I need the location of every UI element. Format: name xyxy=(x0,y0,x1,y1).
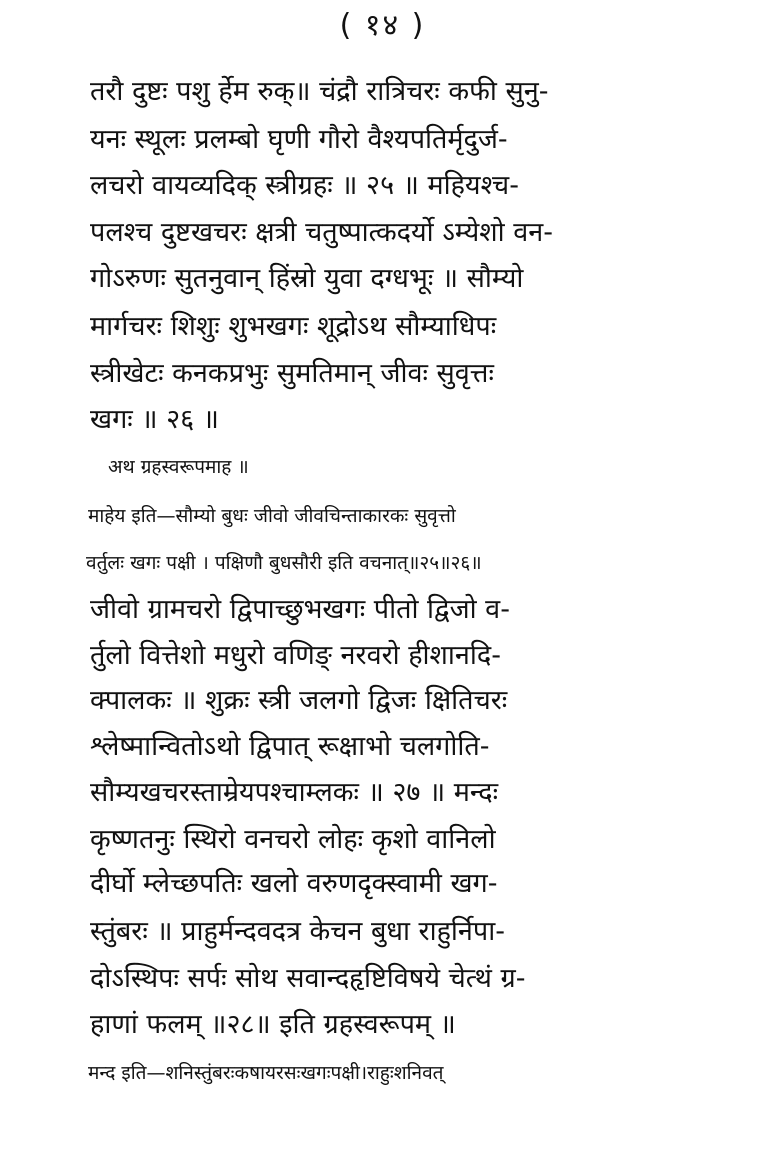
verse-line-1: तरौ दुष्टः पशु र्हेम रुक्॥ चंद्रौ रात्रिचरः कफी सुनु- xyxy=(90,76,549,107)
verse-line-3: लचरो वायव्यदिक् स्त्रीग्रहः ॥ २५ ॥ महियश्च- xyxy=(90,170,519,201)
commentary-line-2: वर्तुलः खगः पक्षी । पक्षिणौ बुधसौरी इति वचनात्॥२५॥२६॥ xyxy=(86,552,482,574)
verse-line-18: हाणां फलम् ॥२८॥ इति ग्रहस्वरूपम् ॥ xyxy=(90,1009,456,1040)
verse-line-8: खगः ॥ २६ ॥ xyxy=(90,404,219,435)
verse-line-14: कृष्णतनुः स्थिरो वनचरो लोहः कृशो वानिलो xyxy=(90,824,496,855)
section-heading: अथ ग्रहस्वरूपमाह ॥ xyxy=(108,456,249,478)
verse-line-4: पलश्च दुष्टखचरः क्षत्री चतुष्पात्कदर्यो ऽम्येशो वन- xyxy=(90,217,553,248)
verse-line-5: गोऽरुणः सुतनुवान् हिंस्रो युवा दग्धभूः ॥ सौम्यो xyxy=(90,263,524,294)
page-number: ( १४ ) xyxy=(339,8,426,43)
verse-line-7: स्त्रीखेटः कनकप्रभुः सुमतिमान् जीवः सुवृत्तः xyxy=(90,358,494,389)
verse-line-15: दीर्घो म्लेच्छपतिः खलो वरुणदृक्स्वामी खग- xyxy=(90,868,498,899)
commentary-line-1: माहेय इति—सौम्यो बुधः जीवो जीवचिन्ताकारकः सुवृत्तो xyxy=(88,505,456,527)
verse-line-9: जीवो ग्रामचरो द्विपाच्छुभखगः पीतो द्विजो व- xyxy=(90,594,510,625)
verse-line-6: मार्गचरः शिशुः शुभखगः शूद्रोऽथ सौम्याधिपः xyxy=(90,311,497,342)
verse-line-10: र्तुलो वित्तेशो मधुरो वणिङ् नरवरो हीशानदि- xyxy=(90,640,501,671)
verse-line-12: श्लेष्मान्वितोऽथो द्विपात् रूक्षाभो चलगोति- xyxy=(90,731,490,762)
verse-line-2: यनः स्थूलः प्रलम्बो घृणी गौरो वैश्यपतिर्मृदुर्ज- xyxy=(90,124,508,155)
verse-line-13: सौम्यखचरस्ताम्रेयपश्चाम्लकः ॥ २७ ॥ मन्दः xyxy=(90,777,499,808)
verse-line-16: स्तुंबरः ॥ प्राहुर्मन्दवदत्र केचन बुधा राहुर्निपा- xyxy=(90,916,505,947)
verse-line-11: क्पालकः ॥ शुक्रः स्त्री जलगो द्विजः क्षितिचरः xyxy=(90,685,508,716)
commentary-line-3: मन्द इति—शनिस्तुंबरःकषायरसःखगःपक्षी।राहुःशनिवत् xyxy=(88,1062,444,1084)
verse-line-17: दोऽस्थिपः सर्पः सोथ सवान्दहृष्टिविषये चेत्थं ग्र- xyxy=(90,963,526,994)
